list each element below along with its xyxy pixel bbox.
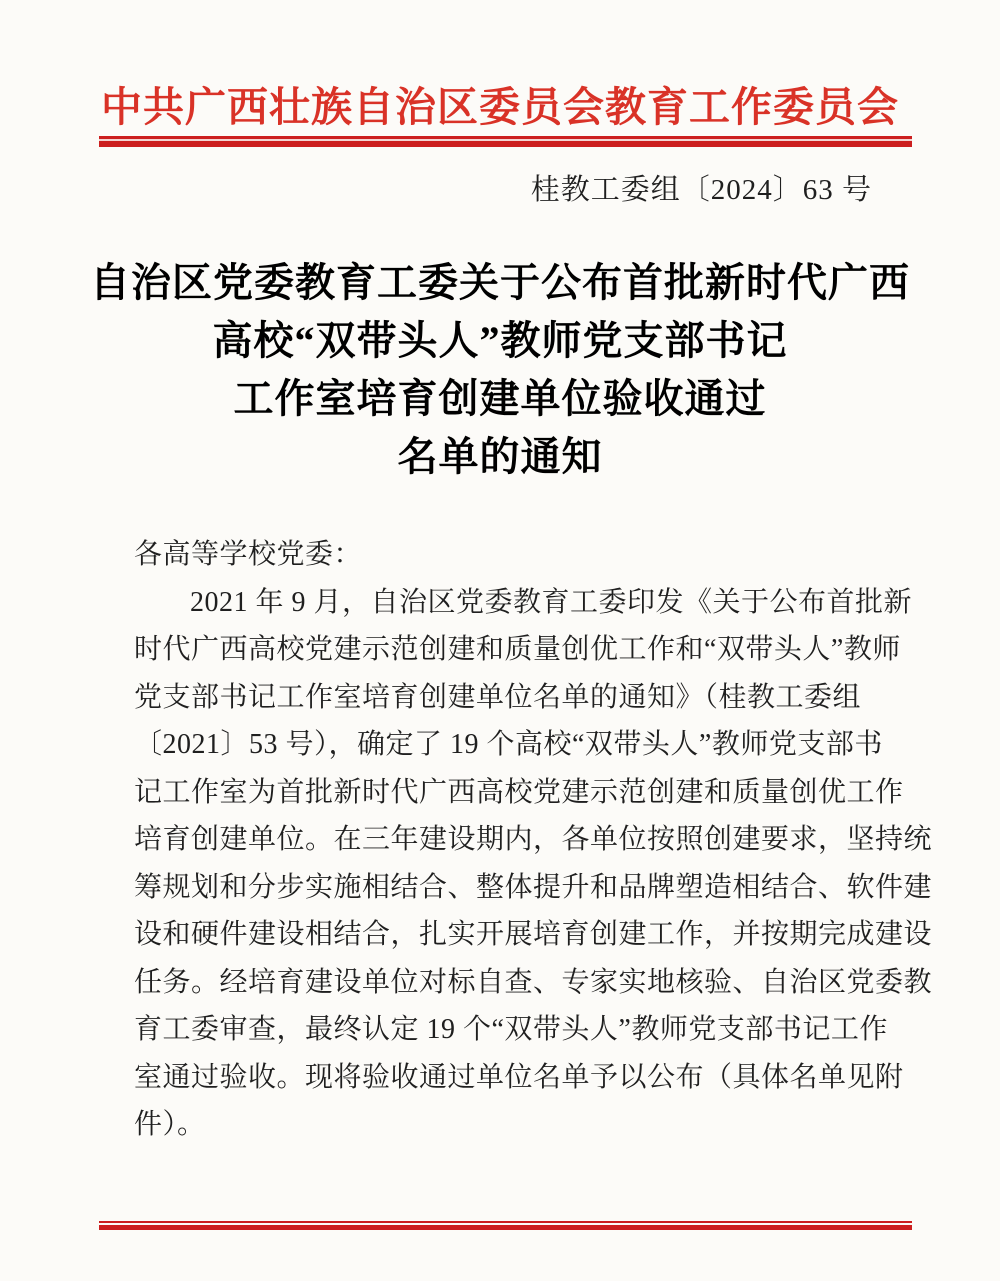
header-red-rule-thick	[99, 141, 912, 147]
title-line-3: 工作室培育创建单位验收通过	[233, 376, 767, 421]
body-line: 件）。	[134, 1109, 206, 1140]
body-line: 记工作室为首批新时代广西高校党建示范创建和质量创优工作	[134, 776, 904, 808]
body-line: 任务。经培育建设单位对标自查、专家实地核验、自治区党委教	[134, 966, 933, 998]
body-line: 培育创建单位。在三年建设期内，各单位按照创建要求，坚持统	[134, 824, 933, 855]
issuing-org-header: 中共广西壮族自治区委员会教育工作委员会	[101, 84, 899, 130]
footer-red-rule-thick	[99, 1225, 912, 1230]
body-line: 2021 年 9 月，自治区党委教育工委印发《关于公布首批新	[190, 586, 913, 618]
body-line: 时代广西高校党建示范创建和质量创优工作和“双带头人”教师	[134, 634, 901, 665]
doc-number: 桂教工委组〔2024〕63 号	[530, 174, 872, 206]
salutation: 各高等学校党委：	[134, 539, 363, 570]
body-line: 党支部书记工作室培育创建单位名单的通知》（桂教工委组	[134, 681, 862, 713]
title-line-2: 高校“双带头人”教师党支部书记	[212, 318, 788, 363]
body-line: 室通过验收。现将验收通过单位名单予以公布（具体名单见附	[134, 1061, 904, 1093]
title-line-1: 自治区党委教育工委关于公布首批新时代广西	[90, 260, 910, 305]
body-line: 设和硬件建设相结合，扎实开展培育创建工作，并按期完成建设	[134, 919, 933, 950]
body-line: 〔2021〕53 号），确定了 19 个高校“双带头人”教师党支部书	[134, 729, 883, 760]
header-red-rule	[99, 136, 912, 147]
notice-title	[0, 254, 1000, 486]
body-line: 筹规划和分步实施相结合、整体提升和品牌塑造相结合、软件建	[134, 871, 933, 903]
notice-body	[134, 531, 933, 1149]
body-line: 育工委审查，最终认定 19 个“双带头人”教师党支部书记工作	[134, 1014, 888, 1045]
footer-red-rule	[99, 1221, 912, 1230]
title-line-4: 名单的通知	[397, 434, 603, 479]
